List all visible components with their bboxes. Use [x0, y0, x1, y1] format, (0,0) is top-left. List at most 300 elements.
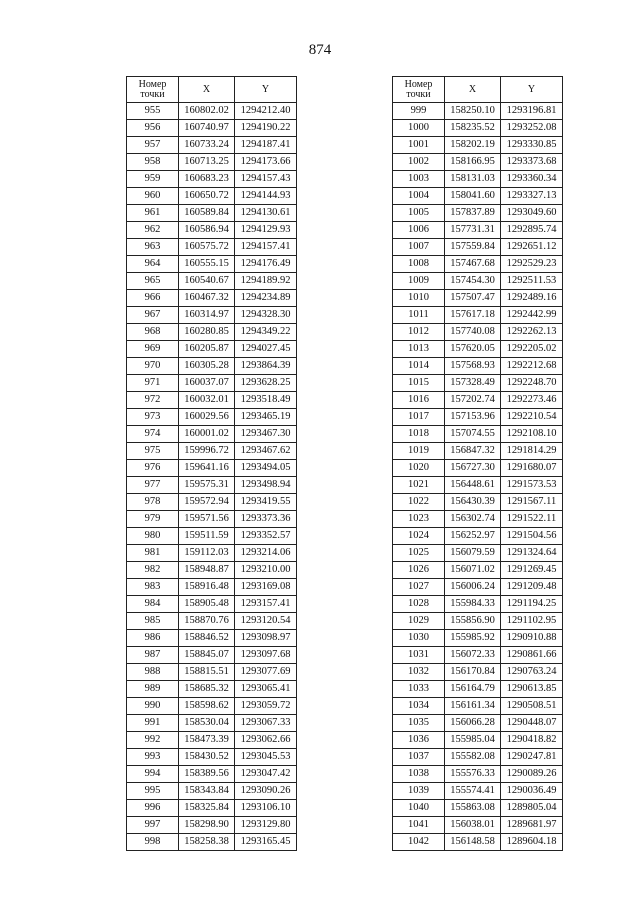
- cell-y: 1294234.89: [235, 290, 297, 307]
- cell-y: 1294189.92: [235, 273, 297, 290]
- table-row: [127, 749, 297, 766]
- cell-y: 1290418.82: [501, 732, 563, 749]
- table-row: [127, 256, 297, 273]
- cell-x: 158845.07: [179, 647, 235, 664]
- cell-point-number: 1032: [393, 664, 445, 681]
- table-row: [393, 681, 563, 698]
- cell-x: 156302.74: [445, 511, 501, 528]
- cell-point-number: 1000: [393, 120, 445, 137]
- cell-y: 1293047.42: [235, 766, 297, 783]
- cell-y: 1293465.19: [235, 409, 297, 426]
- cell-point-number: 1015: [393, 375, 445, 392]
- cell-y: 1291269.45: [501, 562, 563, 579]
- table-row: [127, 443, 297, 460]
- cell-point-number: 955: [127, 103, 179, 120]
- cell-y: 1293065.41: [235, 681, 297, 698]
- cell-y: 1292511.53: [501, 273, 563, 290]
- cell-x: 158258.38: [179, 834, 235, 851]
- cell-point-number: 979: [127, 511, 179, 528]
- table-header-row: [127, 77, 297, 103]
- cell-point-number: 972: [127, 392, 179, 409]
- table-row: [393, 817, 563, 834]
- table-row: [127, 766, 297, 783]
- table-row: [127, 188, 297, 205]
- cell-x: 158325.84: [179, 800, 235, 817]
- cell-point-number: 1035: [393, 715, 445, 732]
- header-y: Y: [501, 77, 563, 103]
- cell-point-number: 961: [127, 205, 179, 222]
- cell-x: 155863.08: [445, 800, 501, 817]
- cell-y: 1293467.62: [235, 443, 297, 460]
- cell-point-number: 974: [127, 426, 179, 443]
- cell-y: 1294027.45: [235, 341, 297, 358]
- table-row: [393, 460, 563, 477]
- cell-point-number: 958: [127, 154, 179, 171]
- cell-y: 1293045.53: [235, 749, 297, 766]
- cell-y: 1293169.08: [235, 579, 297, 596]
- cell-point-number: 986: [127, 630, 179, 647]
- cell-y: 1293467.30: [235, 426, 297, 443]
- coordinates-table-left: [126, 76, 297, 851]
- cell-y: 1294157.43: [235, 171, 297, 188]
- table-row: [127, 630, 297, 647]
- cell-point-number: 1033: [393, 681, 445, 698]
- table-header-row: [393, 77, 563, 103]
- cell-x: 156161.34: [445, 698, 501, 715]
- cell-point-number: 1026: [393, 562, 445, 579]
- cell-x: 158815.51: [179, 664, 235, 681]
- cell-point-number: 1010: [393, 290, 445, 307]
- cell-y: 1292212.68: [501, 358, 563, 375]
- table-row: [127, 375, 297, 392]
- cell-x: 155574.41: [445, 783, 501, 800]
- cell-y: 1294212.40: [235, 103, 297, 120]
- table-row: [393, 171, 563, 188]
- cell-x: 160589.84: [179, 205, 235, 222]
- table-row: [393, 715, 563, 732]
- cell-y: 1290861.66: [501, 647, 563, 664]
- cell-x: 157467.68: [445, 256, 501, 273]
- cell-point-number: 1023: [393, 511, 445, 528]
- cell-point-number: 1022: [393, 494, 445, 511]
- cell-x: 158298.90: [179, 817, 235, 834]
- cell-point-number: 1008: [393, 256, 445, 273]
- cell-y: 1292108.10: [501, 426, 563, 443]
- table-row: [393, 324, 563, 341]
- table-row: [393, 664, 563, 681]
- cell-point-number: 1012: [393, 324, 445, 341]
- cell-y: 1293628.25: [235, 375, 297, 392]
- cell-point-number: 1016: [393, 392, 445, 409]
- table-row: [127, 392, 297, 409]
- table-row: [393, 613, 563, 630]
- cell-y: 1293077.69: [235, 664, 297, 681]
- cell-y: 1293373.68: [501, 154, 563, 171]
- cell-point-number: 984: [127, 596, 179, 613]
- table-row: [127, 596, 297, 613]
- table-row: [393, 647, 563, 664]
- cell-point-number: 1018: [393, 426, 445, 443]
- table-row: [127, 222, 297, 239]
- cell-y: 1289681.97: [501, 817, 563, 834]
- cell-point-number: 988: [127, 664, 179, 681]
- cell-x: 158685.32: [179, 681, 235, 698]
- table-row: [127, 120, 297, 137]
- table-row: [127, 528, 297, 545]
- cell-y: 1292248.70: [501, 375, 563, 392]
- cell-x: 159112.03: [179, 545, 235, 562]
- cell-y: 1289805.04: [501, 800, 563, 817]
- cell-y: 1289604.18: [501, 834, 563, 851]
- cell-y: 1293864.39: [235, 358, 297, 375]
- cell-x: 157074.55: [445, 426, 501, 443]
- cell-y: 1294173.66: [235, 154, 297, 171]
- cell-y: 1293352.57: [235, 528, 297, 545]
- cell-point-number: 1034: [393, 698, 445, 715]
- cell-x: 160650.72: [179, 188, 235, 205]
- cell-y: 1293090.26: [235, 783, 297, 800]
- cell-x: 156430.39: [445, 494, 501, 511]
- cell-x: 160733.24: [179, 137, 235, 154]
- table-row: [127, 103, 297, 120]
- cell-x: 156006.24: [445, 579, 501, 596]
- cell-point-number: 993: [127, 749, 179, 766]
- cell-x: 160555.15: [179, 256, 235, 273]
- cell-y: 1293373.36: [235, 511, 297, 528]
- cell-point-number: 973: [127, 409, 179, 426]
- table-row: [127, 834, 297, 851]
- cell-x: 157559.84: [445, 239, 501, 256]
- table-row: [127, 426, 297, 443]
- table-body-right: [393, 103, 563, 851]
- cell-x: 155582.08: [445, 749, 501, 766]
- cell-y: 1293210.00: [235, 562, 297, 579]
- cell-x: 158250.10: [445, 103, 501, 120]
- cell-y: 1294130.61: [235, 205, 297, 222]
- page-number: 874: [308, 42, 332, 58]
- cell-x: 160280.85: [179, 324, 235, 341]
- table-row: [127, 171, 297, 188]
- table-row: [127, 324, 297, 341]
- table-row: [393, 205, 563, 222]
- cell-x: 160575.72: [179, 239, 235, 256]
- table-row: [127, 715, 297, 732]
- cell-y: 1294157.41: [235, 239, 297, 256]
- table-row: [393, 579, 563, 596]
- cell-x: 156164.79: [445, 681, 501, 698]
- table-row: [127, 732, 297, 749]
- cell-point-number: 971: [127, 375, 179, 392]
- cell-y: 1294349.22: [235, 324, 297, 341]
- cell-point-number: 1039: [393, 783, 445, 800]
- cell-x: 159575.31: [179, 477, 235, 494]
- cell-point-number: 1002: [393, 154, 445, 171]
- cell-x: 157568.93: [445, 358, 501, 375]
- cell-y: 1292651.12: [501, 239, 563, 256]
- table-row: [393, 545, 563, 562]
- cell-x: 160802.02: [179, 103, 235, 120]
- cell-y: 1290089.26: [501, 766, 563, 783]
- cell-x: 158131.03: [445, 171, 501, 188]
- cell-y: 1291504.56: [501, 528, 563, 545]
- table-row: [127, 647, 297, 664]
- cell-y: 1294144.93: [235, 188, 297, 205]
- cell-y: 1293252.08: [501, 120, 563, 137]
- cell-point-number: 981: [127, 545, 179, 562]
- table-row: [393, 290, 563, 307]
- table-row: [393, 443, 563, 460]
- table-row: [127, 273, 297, 290]
- cell-x: 160586.94: [179, 222, 235, 239]
- table-row: [127, 681, 297, 698]
- cell-point-number: 1042: [393, 834, 445, 851]
- table-row: [393, 188, 563, 205]
- table-row: [393, 222, 563, 239]
- cell-y: 1293419.55: [235, 494, 297, 511]
- cell-x: 158041.60: [445, 188, 501, 205]
- cell-y: 1291522.11: [501, 511, 563, 528]
- cell-point-number: 1005: [393, 205, 445, 222]
- table-row: [393, 562, 563, 579]
- cell-x: 155984.33: [445, 596, 501, 613]
- cell-y: 1290613.85: [501, 681, 563, 698]
- cell-y: 1293214.06: [235, 545, 297, 562]
- table-row: [127, 307, 297, 324]
- cell-y: 1293059.72: [235, 698, 297, 715]
- cell-point-number: 987: [127, 647, 179, 664]
- table-row: [393, 766, 563, 783]
- cell-x: 158530.04: [179, 715, 235, 732]
- cell-x: 158870.76: [179, 613, 235, 630]
- cell-y: 1292489.16: [501, 290, 563, 307]
- cell-x: 156038.01: [445, 817, 501, 834]
- cell-y: 1293360.34: [501, 171, 563, 188]
- cell-x: 156079.59: [445, 545, 501, 562]
- cell-point-number: 1017: [393, 409, 445, 426]
- table-row: [127, 205, 297, 222]
- cell-point-number: 1036: [393, 732, 445, 749]
- cell-point-number: 995: [127, 783, 179, 800]
- table-row: [393, 494, 563, 511]
- table-row: [127, 154, 297, 171]
- cell-point-number: 1009: [393, 273, 445, 290]
- cell-y: 1291194.25: [501, 596, 563, 613]
- cell-x: 160740.97: [179, 120, 235, 137]
- cell-x: 158202.19: [445, 137, 501, 154]
- cell-point-number: 998: [127, 834, 179, 851]
- table-row: [127, 664, 297, 681]
- cell-x: 160713.25: [179, 154, 235, 171]
- table-row: [393, 800, 563, 817]
- cell-point-number: 989: [127, 681, 179, 698]
- table-row: [127, 698, 297, 715]
- table-row: [127, 341, 297, 358]
- coordinates-table-right: [392, 76, 563, 851]
- table-row: [393, 103, 563, 120]
- cell-y: 1293518.49: [235, 392, 297, 409]
- cell-x: 160032.01: [179, 392, 235, 409]
- cell-point-number: 1041: [393, 817, 445, 834]
- cell-point-number: 1025: [393, 545, 445, 562]
- cell-x: 155576.33: [445, 766, 501, 783]
- cell-x: 159996.72: [179, 443, 235, 460]
- cell-point-number: 985: [127, 613, 179, 630]
- cell-point-number: 956: [127, 120, 179, 137]
- cell-point-number: 957: [127, 137, 179, 154]
- cell-x: 157620.05: [445, 341, 501, 358]
- table-row: [393, 834, 563, 851]
- cell-x: 160540.67: [179, 273, 235, 290]
- cell-x: 160037.07: [179, 375, 235, 392]
- cell-x: 158905.48: [179, 596, 235, 613]
- table-row: [127, 290, 297, 307]
- table-row: [127, 494, 297, 511]
- cell-y: 1293129.80: [235, 817, 297, 834]
- cell-y: 1292273.46: [501, 392, 563, 409]
- cell-y: 1293196.81: [501, 103, 563, 120]
- cell-y: 1291324.64: [501, 545, 563, 562]
- cell-point-number: 1027: [393, 579, 445, 596]
- cell-point-number: 1007: [393, 239, 445, 256]
- cell-point-number: 991: [127, 715, 179, 732]
- table-row: [393, 358, 563, 375]
- cell-x: 156252.97: [445, 528, 501, 545]
- cell-y: 1293097.68: [235, 647, 297, 664]
- cell-y: 1290910.88: [501, 630, 563, 647]
- cell-x: 158598.62: [179, 698, 235, 715]
- table-row: [127, 817, 297, 834]
- cell-x: 157617.18: [445, 307, 501, 324]
- cell-point-number: 1040: [393, 800, 445, 817]
- cell-x: 157328.49: [445, 375, 501, 392]
- cell-y: 1293157.41: [235, 596, 297, 613]
- table-row: [393, 154, 563, 171]
- table-row: [127, 613, 297, 630]
- cell-y: 1291573.53: [501, 477, 563, 494]
- cell-point-number: 1014: [393, 358, 445, 375]
- table-row: [127, 409, 297, 426]
- cell-x: 156448.61: [445, 477, 501, 494]
- cell-x: 155985.92: [445, 630, 501, 647]
- cell-point-number: 959: [127, 171, 179, 188]
- cell-x: 158430.52: [179, 749, 235, 766]
- cell-y: 1294129.93: [235, 222, 297, 239]
- cell-y: 1293120.54: [235, 613, 297, 630]
- cell-point-number: 965: [127, 273, 179, 290]
- table-row: [127, 511, 297, 528]
- cell-x: 159571.56: [179, 511, 235, 528]
- cell-y: 1292895.74: [501, 222, 563, 239]
- cell-y: 1293049.60: [501, 205, 563, 222]
- table-row: [393, 477, 563, 494]
- cell-x: 160205.87: [179, 341, 235, 358]
- cell-point-number: 1029: [393, 613, 445, 630]
- cell-point-number: 1038: [393, 766, 445, 783]
- cell-point-number: 1020: [393, 460, 445, 477]
- cell-point-number: 1001: [393, 137, 445, 154]
- table-row: [127, 562, 297, 579]
- cell-point-number: 1021: [393, 477, 445, 494]
- table-row: [393, 596, 563, 613]
- header-x: X: [445, 77, 501, 103]
- cell-x: 157153.96: [445, 409, 501, 426]
- cell-y: 1292442.99: [501, 307, 563, 324]
- cell-y: 1293067.33: [235, 715, 297, 732]
- table-row: [393, 273, 563, 290]
- table-row: [393, 137, 563, 154]
- cell-point-number: 1024: [393, 528, 445, 545]
- table-body-left: [127, 103, 297, 851]
- cell-point-number: 964: [127, 256, 179, 273]
- table-row: [127, 800, 297, 817]
- table-row: [393, 256, 563, 273]
- cell-x: 160683.23: [179, 171, 235, 188]
- cell-y: 1290448.07: [501, 715, 563, 732]
- table-row: [393, 120, 563, 137]
- cell-y: 1290247.81: [501, 749, 563, 766]
- table-row: [393, 630, 563, 647]
- table-row: [393, 409, 563, 426]
- cell-point-number: 992: [127, 732, 179, 749]
- cell-y: 1292529.23: [501, 256, 563, 273]
- cell-x: 158166.95: [445, 154, 501, 171]
- table-row: [127, 239, 297, 256]
- cell-x: 157454.30: [445, 273, 501, 290]
- cell-x: 158235.52: [445, 120, 501, 137]
- cell-y: 1294187.41: [235, 137, 297, 154]
- cell-x: 158389.56: [179, 766, 235, 783]
- cell-y: 1291567.11: [501, 494, 563, 511]
- cell-point-number: 997: [127, 817, 179, 834]
- cell-y: 1290763.24: [501, 664, 563, 681]
- cell-x: 160001.02: [179, 426, 235, 443]
- cell-y: 1294328.30: [235, 307, 297, 324]
- cell-x: 157740.08: [445, 324, 501, 341]
- cell-y: 1291680.07: [501, 460, 563, 477]
- cell-point-number: 1011: [393, 307, 445, 324]
- cell-x: 156066.28: [445, 715, 501, 732]
- header-point-number: Номер точки: [127, 77, 179, 103]
- header-y: Y: [235, 77, 297, 103]
- cell-x: 155985.04: [445, 732, 501, 749]
- cell-x: 160029.56: [179, 409, 235, 426]
- table-row: [393, 307, 563, 324]
- cell-x: 160305.28: [179, 358, 235, 375]
- cell-point-number: 1004: [393, 188, 445, 205]
- cell-point-number: 1019: [393, 443, 445, 460]
- cell-y: 1293494.05: [235, 460, 297, 477]
- cell-y: 1293165.45: [235, 834, 297, 851]
- table-row: [127, 137, 297, 154]
- cell-x: 157837.89: [445, 205, 501, 222]
- cell-point-number: 1013: [393, 341, 445, 358]
- cell-x: 155856.90: [445, 613, 501, 630]
- cell-y: 1290508.51: [501, 698, 563, 715]
- cell-x: 159641.16: [179, 460, 235, 477]
- cell-y: 1292210.54: [501, 409, 563, 426]
- cell-x: 158343.84: [179, 783, 235, 800]
- cell-x: 160314.97: [179, 307, 235, 324]
- cell-x: 158846.52: [179, 630, 235, 647]
- cell-point-number: 983: [127, 579, 179, 596]
- table-row: [127, 545, 297, 562]
- cell-point-number: 999: [393, 103, 445, 120]
- cell-x: 160467.32: [179, 290, 235, 307]
- cell-y: 1293327.13: [501, 188, 563, 205]
- table-row: [127, 477, 297, 494]
- table-row: [393, 392, 563, 409]
- cell-point-number: 967: [127, 307, 179, 324]
